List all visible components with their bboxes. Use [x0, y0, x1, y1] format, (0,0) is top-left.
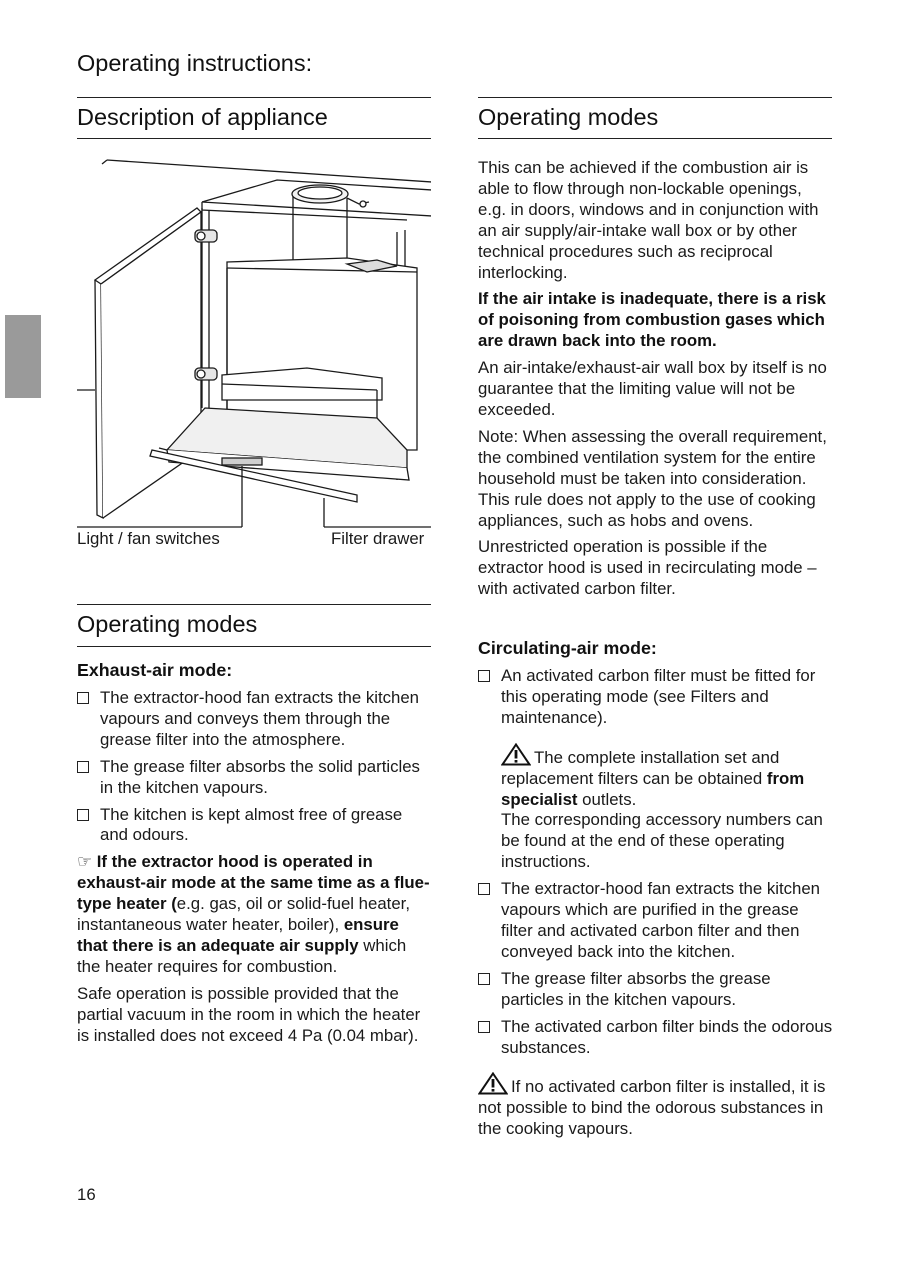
list-item: An activated carbon filter must be fitted for this operating mode (see Filters and maintenance). [478, 666, 834, 729]
wallbox-paragraph: An air-intake/exhaust-air wall box by itself is no guarantee that the limiting value will not be exceeded. [478, 358, 827, 419]
page-number: 16 [77, 1185, 96, 1204]
poisoning-warning: If the air intake is inadequate, there is a risk of poisoning from combustion gases which are drawn back into the room. [478, 289, 826, 351]
right-text-block [478, 158, 834, 606]
safe-operation-text: Safe operation is possible provided that the partial vacuum in the room in which the heater is installed does not exceed 4 Pa (0.04 mbar). [77, 983, 421, 1045]
rule-top-left [77, 97, 431, 98]
rule-under-description [77, 138, 431, 139]
exhaust-air-heading: Exhaust-air mode: [77, 660, 233, 680]
circulating-air-heading: Circulating-air mode: [478, 638, 657, 658]
circulating-section [478, 666, 834, 1146]
page-title: Operating instructions: [77, 50, 313, 76]
label-filter-drawer: Filter drawer [331, 529, 425, 548]
list-item: The grease filter absorbs the solid particles in the kitchen vapours. [77, 757, 431, 799]
checkbox-bullet-icon [77, 692, 89, 704]
operating-modes-heading-right: Operating modes [478, 104, 659, 130]
checkbox-bullet-icon [478, 670, 490, 682]
list-item: The kitchen is kept almost free of grease and odours. [77, 805, 431, 847]
description-heading: Description of appliance [77, 104, 328, 130]
installation-set-note: The complete installation set and replacement filters can be obtained from specialist outlets. The corresponding accessory numbers can be found at the end of these operating instructions. [478, 743, 834, 873]
unrestricted-paragraph: Unrestricted operation is possible if the extractor hood is used in recirculating mode – with activated carbon filter. [478, 537, 817, 599]
flue-heater-note: ☞ If the extractor hood is operated in exhaust-air mode at the same time as a flue-type heater (e.g. gas, oil or solid-fuel heater, instantaneous water heater, boiler), ensure that there is an adequate air supply which the heater requires for combustion. [77, 852, 430, 976]
checkbox-bullet-icon [77, 809, 89, 821]
rule-under-modes-left [77, 646, 431, 647]
no-carbon-filter-warning: If no activated carbon filter is installed, it is not possible to bind the odorous substances in the cooking vapours. [478, 1072, 834, 1140]
section-tab-marker [5, 315, 41, 398]
appliance-illustration [77, 150, 431, 530]
list-item: The grease filter absorbs the grease particles in the kitchen vapours. [478, 969, 834, 1011]
checkbox-bullet-icon [77, 761, 89, 773]
rule-top-modes-left [77, 604, 431, 605]
warning-triangle-icon [501, 743, 531, 766]
warning-triangle-icon [478, 1072, 508, 1095]
rule-under-modes-right [478, 138, 832, 139]
list-item: The activated carbon filter binds the odorous substances. [478, 1017, 834, 1059]
checkbox-bullet-icon [478, 973, 490, 985]
exhaust-section [77, 688, 431, 1053]
label-light-fan-switches: Light / fan switches [77, 529, 220, 548]
list-item: The extractor-hood fan extracts the kitchen vapours which are purified in the grease filter and activated carbon filter and then conveyed back into the kitchen. [478, 879, 834, 963]
list-item: The extractor-hood fan extracts the kitchen vapours and conveys them through the grease filter into the atmosphere. [77, 688, 431, 751]
checkbox-bullet-icon [478, 883, 490, 895]
assessing-note: Note: When assessing the overall requirement, the combined ventilation system for the entire household must be taken into consideration. This rule does not apply to the use of cooking appliances, such as hobs and ovens. [478, 426, 827, 530]
rule-top-right [478, 97, 832, 98]
intro-paragraph: This can be achieved if the combustion air is able to flow through non-lockable openings, e.g. in doors, windows and in conjunction with an air supply/air-intake wall box or by other technical procedures such as reciprocal interlocking. [478, 158, 819, 282]
operating-modes-heading-left: Operating modes [77, 611, 258, 637]
checkbox-bullet-icon [478, 1021, 490, 1033]
pointing-hand-icon: ☞ [77, 852, 93, 872]
